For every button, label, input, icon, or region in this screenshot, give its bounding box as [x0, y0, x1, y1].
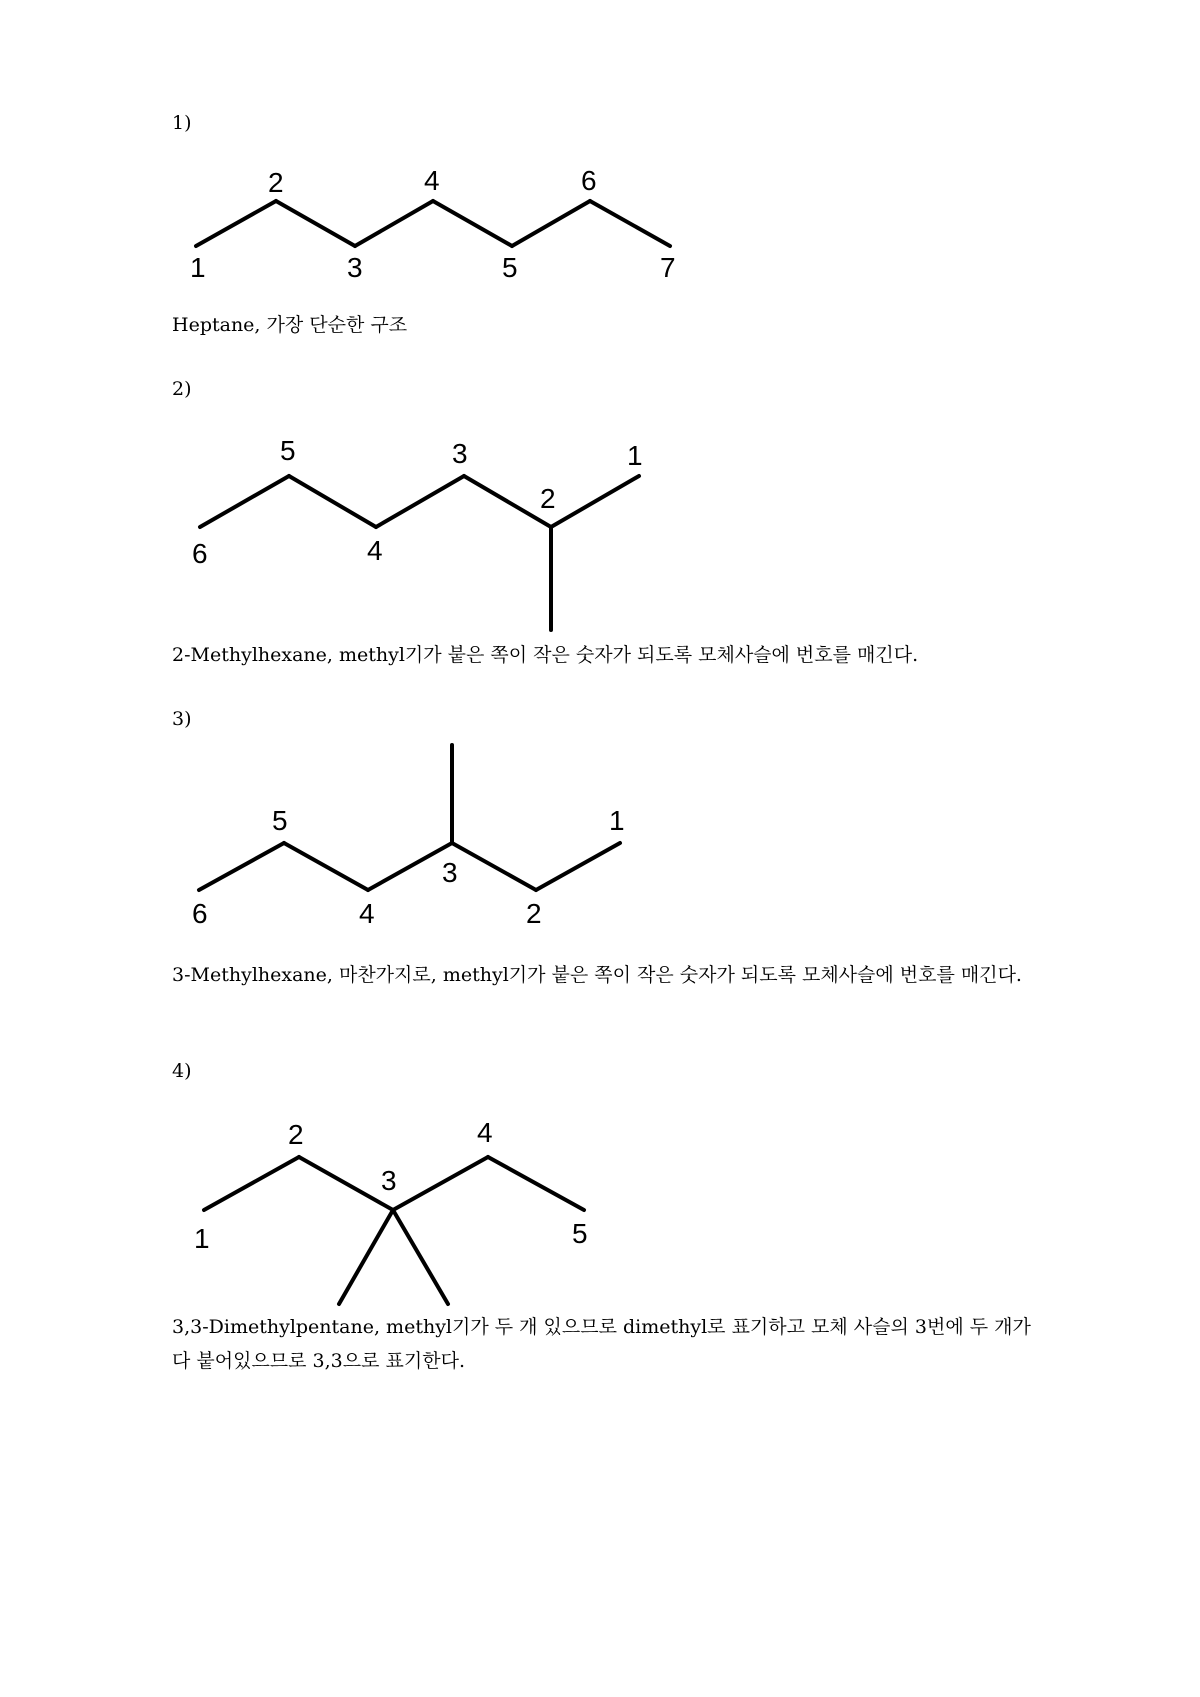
- section-4-caption: 3,3-Dimethylpentane, methyl기가 두 개 있으므로 dimethyl로 표기하고 모체 사슬의 3번에 두 개가 다 붙어있으므로 3,3으로 표기한다.: [172, 1316, 1031, 1372]
- section-3-number: 3): [172, 708, 192, 730]
- atom-label: 4: [424, 165, 440, 196]
- section-4-number: 4): [172, 1060, 192, 1082]
- bond: [464, 476, 551, 527]
- section-2-number: 2): [172, 378, 192, 400]
- atom-label: 2: [268, 167, 284, 198]
- bond: [433, 201, 512, 246]
- bond: [488, 1157, 584, 1210]
- atom-label: 3: [442, 857, 458, 888]
- bond: [376, 476, 464, 527]
- bond: [393, 1157, 488, 1210]
- atom-label: 6: [581, 165, 597, 196]
- bond: [551, 476, 639, 527]
- atom-label: 6: [192, 898, 208, 929]
- section-2-caption: 2-Methylhexane, methyl기가 붙은 쪽이 작은 숫자가 되도록 모체사슬에 번호를 매긴다.: [172, 644, 919, 666]
- atom-label: 1: [194, 1223, 210, 1254]
- atom-label: 2: [288, 1119, 304, 1150]
- atom-label: 1: [627, 440, 643, 471]
- atom-label: 1: [190, 252, 206, 283]
- bond: [284, 843, 368, 890]
- atom-label: 1: [609, 805, 625, 836]
- atom-label: 2: [540, 483, 556, 514]
- atom-label: 5: [280, 435, 296, 466]
- bond: [355, 201, 433, 246]
- bond: [512, 201, 590, 246]
- bond: [368, 843, 452, 890]
- atom-label: 7: [660, 252, 676, 283]
- bond: [452, 843, 536, 890]
- bond: [200, 476, 289, 527]
- atom-label: 5: [272, 805, 288, 836]
- section-3-caption: 3-Methylhexane, 마찬가지로, methyl기가 붙은 쪽이 작은 숫자가 되도록 모체사슬에 번호를 매긴다.: [172, 964, 1022, 986]
- bond: [590, 201, 670, 246]
- section-1-caption: Heptane, 가장 단순한 구조: [172, 314, 408, 336]
- atom-label: 3: [452, 438, 468, 469]
- bond: [196, 201, 276, 246]
- bond: [276, 201, 355, 246]
- bond: [536, 843, 620, 890]
- atom-label: 3: [347, 252, 363, 283]
- bond: [339, 1210, 393, 1304]
- bond: [393, 1210, 448, 1304]
- atom-label: 2: [526, 898, 542, 929]
- atom-label: 6: [192, 538, 208, 569]
- atom-label: 4: [477, 1117, 493, 1148]
- bond: [204, 1157, 299, 1210]
- section-1-number: 1): [172, 112, 192, 134]
- bond: [289, 476, 376, 527]
- atom-label: 5: [572, 1218, 588, 1249]
- atom-label: 3: [381, 1165, 397, 1196]
- atom-label: 4: [359, 898, 375, 929]
- atom-label: 5: [502, 252, 518, 283]
- bond: [299, 1157, 393, 1210]
- atom-label: 4: [367, 535, 383, 566]
- bond: [199, 843, 284, 890]
